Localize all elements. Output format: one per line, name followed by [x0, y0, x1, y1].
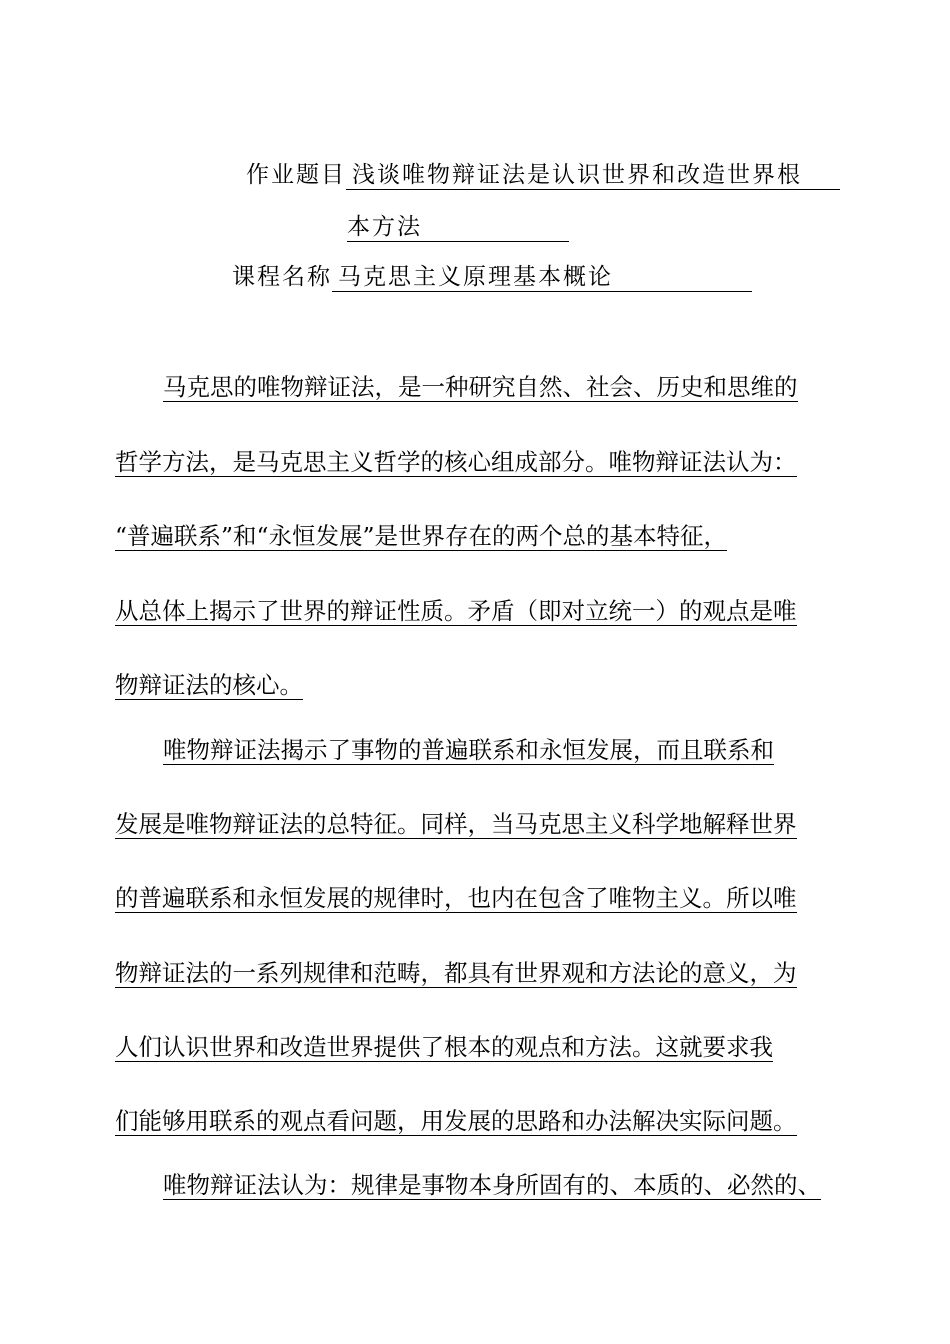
title-line-1 [246, 160, 840, 190]
title-label: 作业题目 [246, 162, 346, 188]
paragraph-line [115, 372, 890, 402]
paragraph-line [115, 1106, 842, 1136]
line-text: 人们认识世界和改造世界提供了根本的观点和方法。这就要求我 [115, 1033, 773, 1061]
line-text: 物辩证法的核心。 [115, 671, 303, 699]
line-text: 物辩证法的一系列规律和范畴，都具有世界观和方法论的意义，为 [115, 959, 797, 987]
paragraph-line [115, 670, 842, 700]
line-text: 哲学方法，是马克思主义哲学的核心组成部分。唯物辩证法认为： [115, 448, 797, 476]
paragraph-line [115, 447, 842, 477]
paragraph-line [115, 1170, 890, 1200]
title-value-line1: 浅谈唯物辩证法是认识世界和改造世界根 [346, 161, 840, 190]
line-text: 唯物辩证法揭示了事物的普遍联系和永恒发展，而且联系和 [163, 736, 774, 764]
line-text: 们能够用联系的观点看问题，用发展的思路和办法解决实际问题。 [115, 1107, 797, 1135]
paragraph-line [115, 735, 890, 765]
title-line-2 [347, 212, 569, 242]
paragraph-line [115, 809, 842, 839]
course-line [232, 262, 752, 292]
paragraph-line [115, 596, 842, 626]
paragraph-line [115, 883, 842, 913]
line-text: 马克思的唯物辩证法，是一种研究自然、社会、历史和思维的 [163, 373, 798, 401]
line-text: “普遍联系”和“永恒发展”是世界存在的两个总的基本特征， [115, 522, 728, 550]
line-text: 唯物辩证法认为：规律是事物本身所固有的、本质的、必然的、 [163, 1171, 821, 1199]
course-value: 马克思主义原理基本概论 [332, 263, 752, 292]
course-label: 课程名称 [232, 264, 332, 290]
paragraph-line [115, 1032, 842, 1062]
title-value-line2: 本方法 [347, 213, 569, 242]
line-text: 发展是唯物辩证法的总特征。同样，当马克思主义科学地解释世界 [115, 810, 797, 838]
paragraph-line [115, 958, 842, 988]
paragraph-line [115, 521, 842, 551]
line-text: 的普遍联系和永恒发展的规律时，也内在包含了唯物主义。所以唯 [115, 884, 797, 912]
line-text: 从总体上揭示了世界的辩证性质。矛盾（即对立统一）的观点是唯 [115, 597, 797, 625]
